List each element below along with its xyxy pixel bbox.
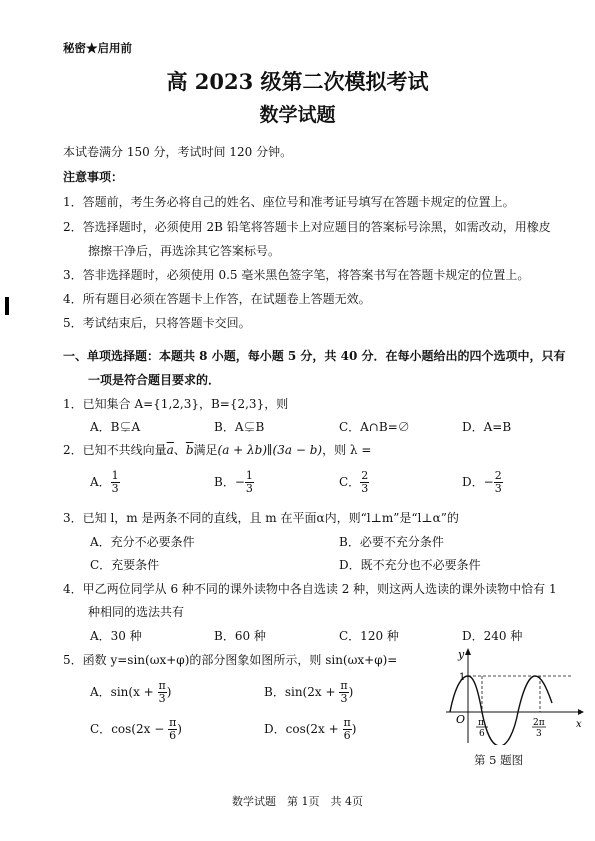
- q4-option-d: D．240 种: [462, 629, 523, 643]
- q5-option-b-post: ): [348, 685, 354, 699]
- q5-option-c-pre: cos(2x −: [111, 722, 169, 736]
- q5-option-a-pre: sin(x +: [110, 685, 158, 699]
- q5-figure: [440, 645, 585, 745]
- q3-stem: 3．已知 l，m 是两条不同的直线，且 m 在平面α内，则“l⊥m”是“l⊥α”的: [63, 511, 459, 525]
- q5-option-c-post: ): [177, 722, 182, 736]
- q2-option-b-fraction: [245, 470, 254, 495]
- q2-vector-a: $\overline{a}$: [166, 443, 174, 457]
- origin-label: O: [456, 713, 466, 726]
- q1-option-c: C．A∩B=∅: [339, 420, 410, 434]
- q5-option-a-fraction: [158, 680, 167, 705]
- q2-option-a-fraction: [111, 470, 120, 495]
- q2-sep: 、: [173, 443, 186, 457]
- q2-option-a-den: 3: [111, 482, 119, 495]
- q2-option-c: [339, 470, 369, 495]
- q2-option-d: [462, 470, 503, 495]
- notice-title: 注意事项：: [63, 170, 124, 184]
- q4-option-a: A．30 种: [90, 629, 142, 643]
- q5-option-d-num: π: [343, 716, 351, 729]
- q5-figure-caption: 第 5 题图: [474, 753, 524, 767]
- q5-option-a-num: π: [158, 679, 166, 692]
- q2-stem-a: 2．已知不共线向量: [63, 443, 167, 457]
- q2-option-c-num: 2: [361, 469, 369, 482]
- note-2-cont: 擦擦干净后，再选涂其它答案标号。: [88, 244, 281, 258]
- q5-option-d: [264, 717, 356, 742]
- q2-option-d-num: 2: [494, 469, 502, 482]
- q5-option-a: [90, 680, 171, 705]
- q4-option-b: B．60 种: [214, 629, 266, 643]
- q2-option-d-den: 3: [494, 482, 502, 495]
- q5-option-d-pre: cos(2x +: [285, 722, 343, 736]
- q2-option-c-fraction: [360, 470, 369, 495]
- q5-stem: 5．函数 y=sin(ωx+φ)的部分图象如图所示，则 sin(ωx+φ)=: [63, 653, 398, 667]
- q1-stem: 1．已知集合 A={1,2,3}，B={2,3}，则: [63, 397, 289, 411]
- q2-condition: (a + λb)∥(3a − b): [217, 443, 323, 457]
- q1-option-d: D．A=B: [462, 420, 512, 434]
- q2-option-d-fraction: [494, 470, 503, 495]
- x-axis-arrow-icon: [578, 709, 584, 715]
- q4-stem-cont: 种相同的选法共有: [88, 605, 185, 619]
- q5-option-b-pre: sin(2x +: [284, 685, 340, 699]
- note-5: 5．考试结束后，只将答题卡交回。: [63, 316, 251, 330]
- q5-option-d-letter: D．: [264, 722, 286, 736]
- secret-label: 秘密★启用前: [63, 41, 132, 55]
- tick2-num: 2π: [533, 718, 545, 728]
- q5-option-b-den: 3: [340, 692, 348, 705]
- q2-option-a-num: 1: [111, 469, 119, 482]
- tick1-num: π: [478, 718, 484, 728]
- q2-option-b-num: 1: [245, 469, 253, 482]
- score-line: 本试卷满分 150 分，考试时间 120 分钟。: [63, 145, 293, 159]
- note-2: 2．答选择题时，必须使用 2B 铅笔将答题卡上对应题目的答案标号涂黑，如需改动，用橡皮: [63, 220, 551, 234]
- q5-option-a-letter: A．: [90, 685, 111, 699]
- q2-option-b: [214, 470, 254, 495]
- q5-option-b-fraction: [339, 680, 348, 705]
- q4-stem: 4．甲乙两位同学从 6 种不同的课外读物中各自选读 2 种，则这两人选读的课外读物中恰有 1: [63, 582, 557, 596]
- tick1-den: 6: [479, 729, 485, 739]
- q5-option-c-den: 6: [169, 729, 177, 742]
- q3-option-d: D．既不充分也不必要条件: [339, 558, 481, 572]
- section-heading-cont: 一项是符合题目要求的．: [88, 373, 221, 387]
- q2-option-d-letter: D．: [462, 475, 484, 489]
- q2-option-c-den: 3: [361, 482, 369, 495]
- q2-option-b-letter: B．: [214, 475, 235, 489]
- q5-option-b: [264, 680, 353, 705]
- q2-vector-b: $\overline{b}$: [185, 443, 194, 457]
- x-label: x: [576, 719, 582, 730]
- note-3: 3．答非选择题时，必须使用 0.5 毫米黑色签字笔，将答案书写在答题卡规定的位置上。: [63, 268, 530, 282]
- q5-option-a-den: 3: [158, 692, 166, 705]
- section-heading: 一、单项选择题：本题共 8 小题，每小题 5 分，共 40 分．在每小题给出的四个选项中，只有: [63, 349, 566, 363]
- q2-stem-b: 满足: [193, 443, 218, 457]
- q2-option-c-letter: C．: [339, 475, 361, 489]
- q5-option-c-fraction: [168, 717, 177, 742]
- q2-option-b-sign: −: [234, 475, 245, 489]
- binding-mark: [5, 297, 9, 315]
- q1-option-a: A．B⊊A: [90, 420, 141, 434]
- page-footer: 数学试题 第 1页 共 4页: [232, 795, 363, 808]
- q5-option-b-num: π: [340, 679, 348, 692]
- tick2-den: 3: [536, 729, 542, 739]
- q5-option-d-den: 6: [343, 729, 351, 742]
- q2-option-d-sign: −: [483, 475, 494, 489]
- q1-option-b: B．A⊊B: [214, 420, 265, 434]
- q3-option-a: A．充分不必要条件: [90, 535, 195, 549]
- q5-option-c-letter: C．: [90, 722, 112, 736]
- q2-stem: [63, 441, 371, 458]
- q5-option-a-post: ): [166, 685, 172, 699]
- q2-stem-c: ，则 λ =: [322, 443, 372, 457]
- q4-option-c: C．120 种: [339, 629, 399, 643]
- y-label: y: [458, 648, 465, 661]
- exam-subtitle: 数学试题: [259, 104, 336, 126]
- exam-title: 高 2023 级第二次模拟考试: [166, 69, 429, 94]
- q5-option-c-num: π: [169, 716, 177, 729]
- q5-option-b-letter: B．: [264, 685, 285, 699]
- q5-option-c: [90, 717, 182, 742]
- q2-option-a-letter: A．: [90, 475, 111, 489]
- q3-option-b: B．必要不充分条件: [339, 535, 444, 549]
- y-axis-arrow-icon: [465, 648, 471, 655]
- one-label: 1: [459, 672, 466, 683]
- q5-option-d-post: ): [351, 722, 357, 736]
- q2-option-b-den: 3: [245, 482, 253, 495]
- q2-option-a: [90, 470, 120, 495]
- note-4: 4．所有题目必须在答题卡上作答，在试题卷上答题无效。: [63, 292, 371, 306]
- q5-option-d-fraction: [343, 717, 352, 742]
- note-1: 1．答题前，考生务必将自己的姓名、座位号和准考证号填写在答题卡规定的位置上。: [63, 195, 515, 209]
- q3-option-c: C．充要条件: [90, 558, 160, 572]
